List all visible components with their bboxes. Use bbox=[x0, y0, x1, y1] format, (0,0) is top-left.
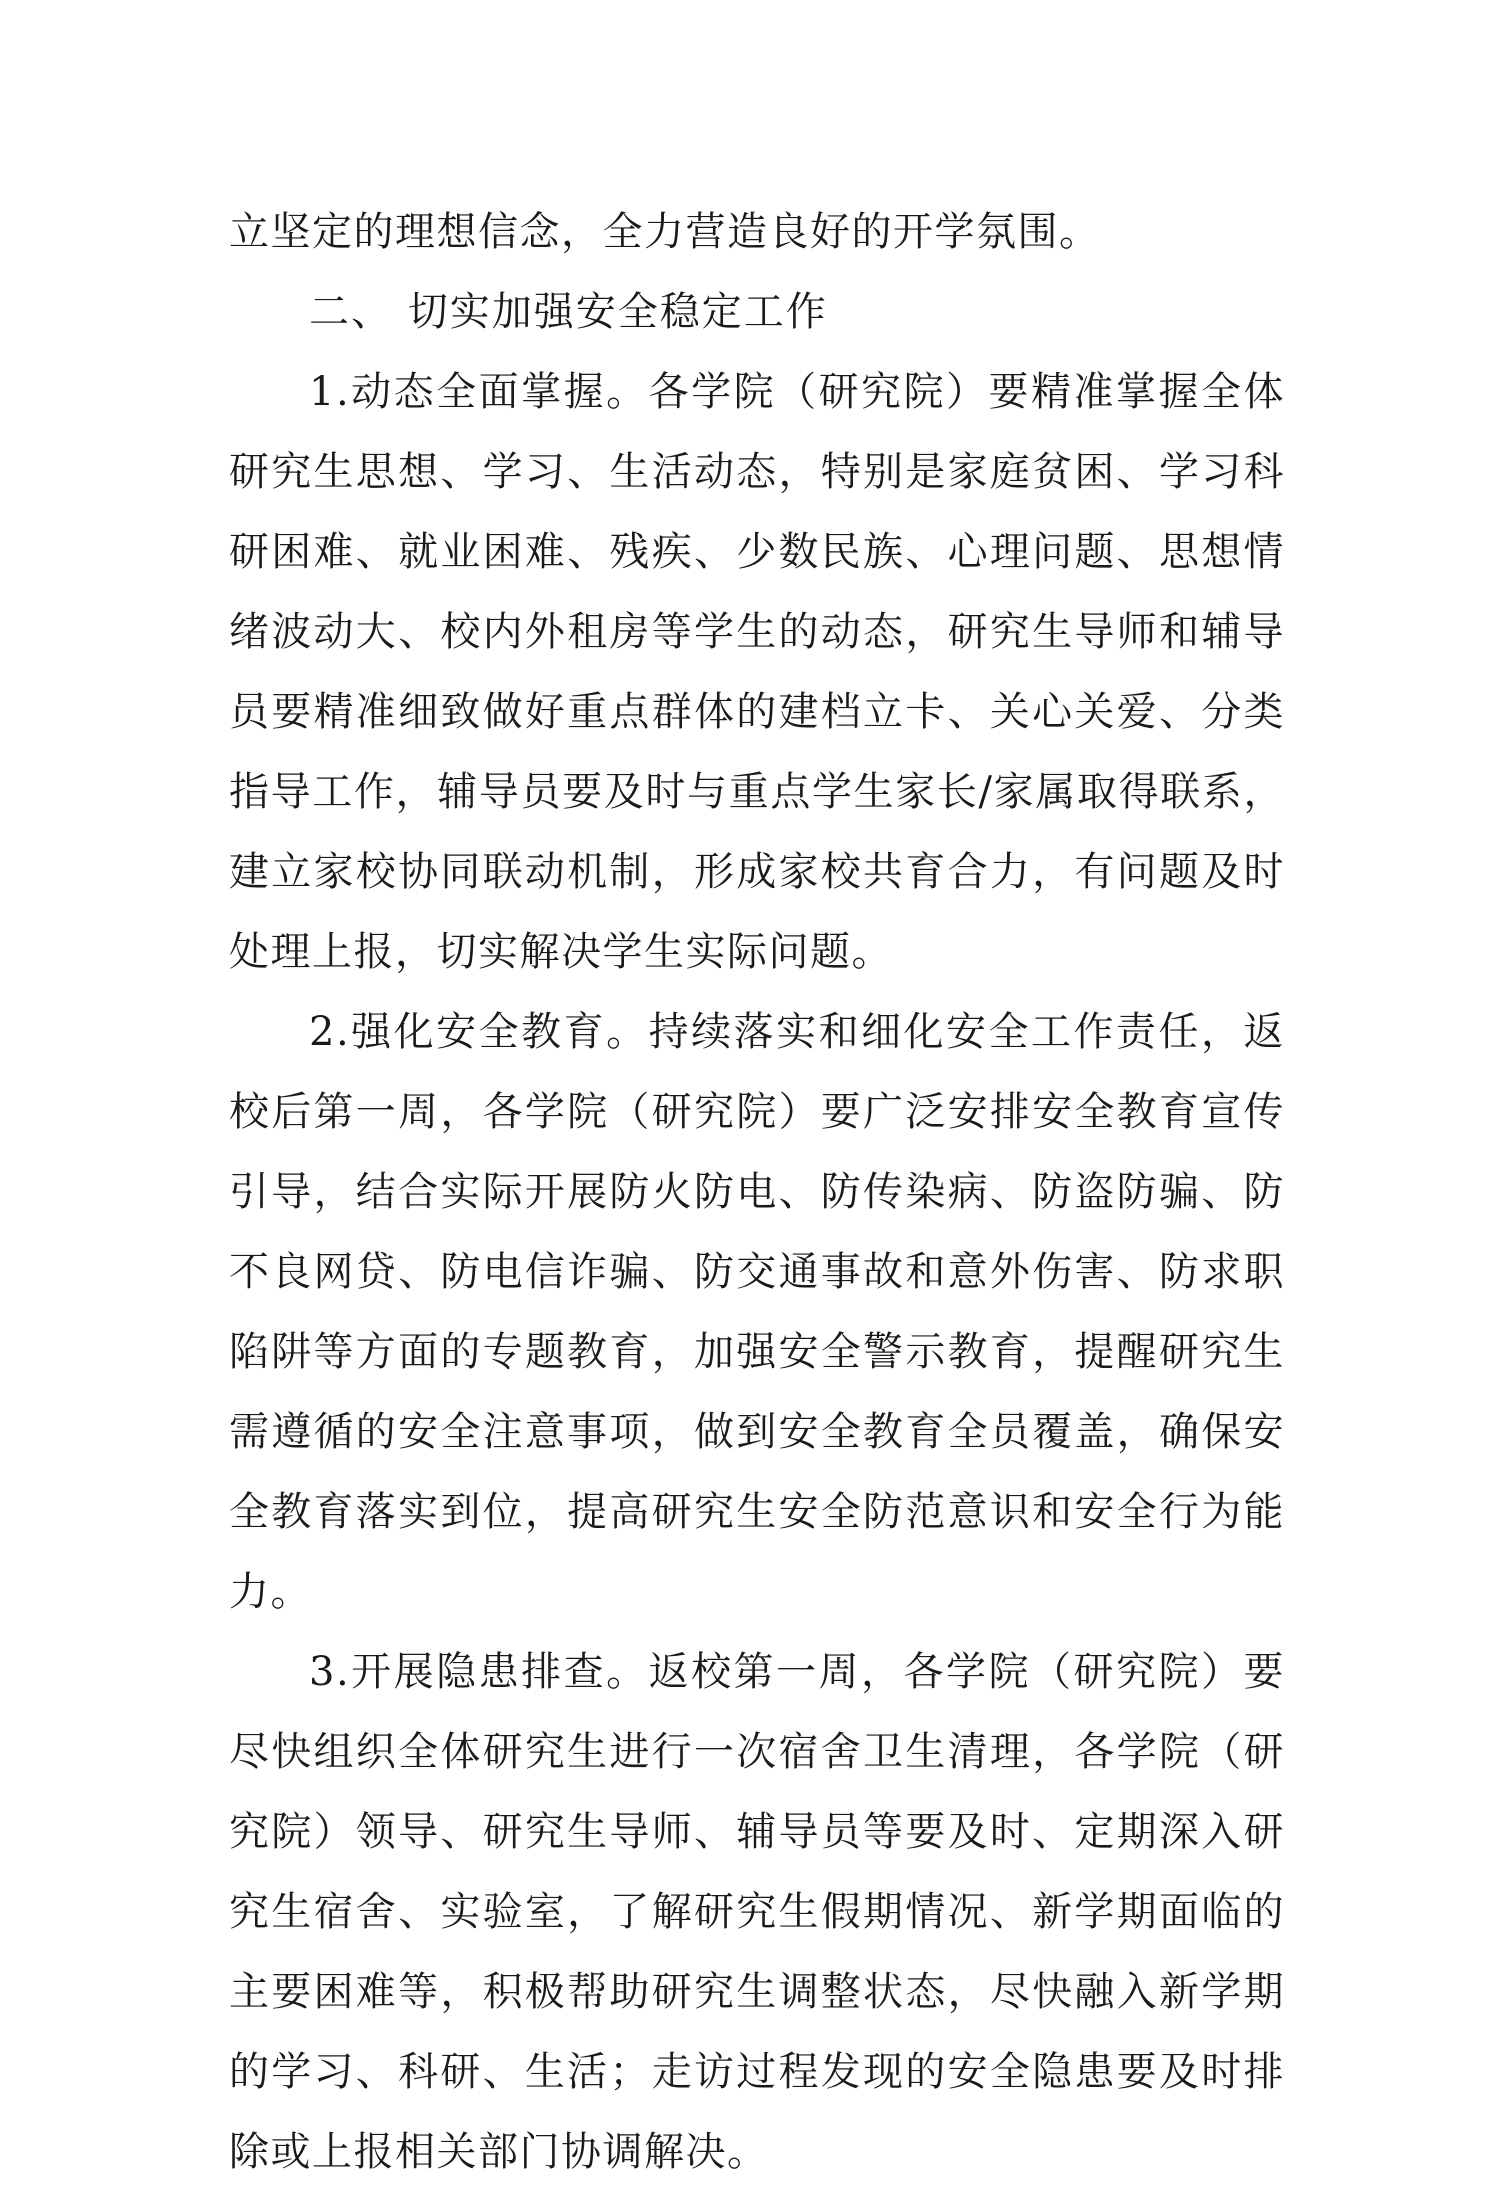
paragraph-hazard-inspection: 3.开展隐患排查。返校第一周，各学院（研究院）要尽快组织全体研究生进行一次宿舍卫生清理，各学院（研究院）领导、研究生导师、辅导员等要及时、定期深入研究生宿舍、实验室，了解研究生假期情况、新学期面临的主要困难等，积极帮助研究生调整状态，尽快融入新学期的学习、科研、生活；走访过程发现的安全隐患要及时排除或上报相关部门协调解决。 bbox=[229, 1649, 1285, 2175]
paragraph-safety-education: 2.强化安全教育。持续落实和细化安全工作责任，返校后第一周，各学院（研究院）要广泛安排安全教育宣传引导，结合实际开展防火防电、防传染病、防盗防骗、防不良网贷、防电信诈骗、防交通事故和意外伤害、防求职陷阱等方面的专题教育，加强安全警示教育，提醒研究生需遵循的安全注意事项，做到安全教育全员覆盖，确保安全教育落实到位，提高研究生安全防范意识和安全行为能力。 bbox=[229, 1009, 1285, 1615]
section-heading: 二、 切实加强安全稳定工作 bbox=[309, 289, 828, 335]
intro-continuation-paragraph: 立坚定的理想信念，全力营造良好的开学氛围。 bbox=[229, 209, 1101, 255]
paragraph-dynamic-grasp: 1.动态全面掌握。各学院（研究院）要精准掌握全体研究生思想、学习、生活动态，特别是家庭贫困、学习科研困难、就业困难、残疾、少数民族、心理问题、思想情绪波动大、校内外租房等学生的动态，研究生导师和辅导员要精准细致做好重点群体的建档立卡、关心关爱、分类指导工作，辅导员要及时与重点学生家长/家属取得联系，建立家校协同联动机制，形成家校共育合力，有问题及时处理上报，切实解决学生实际问题。 bbox=[229, 369, 1285, 975]
document-body bbox=[229, 192, 1285, 2192]
